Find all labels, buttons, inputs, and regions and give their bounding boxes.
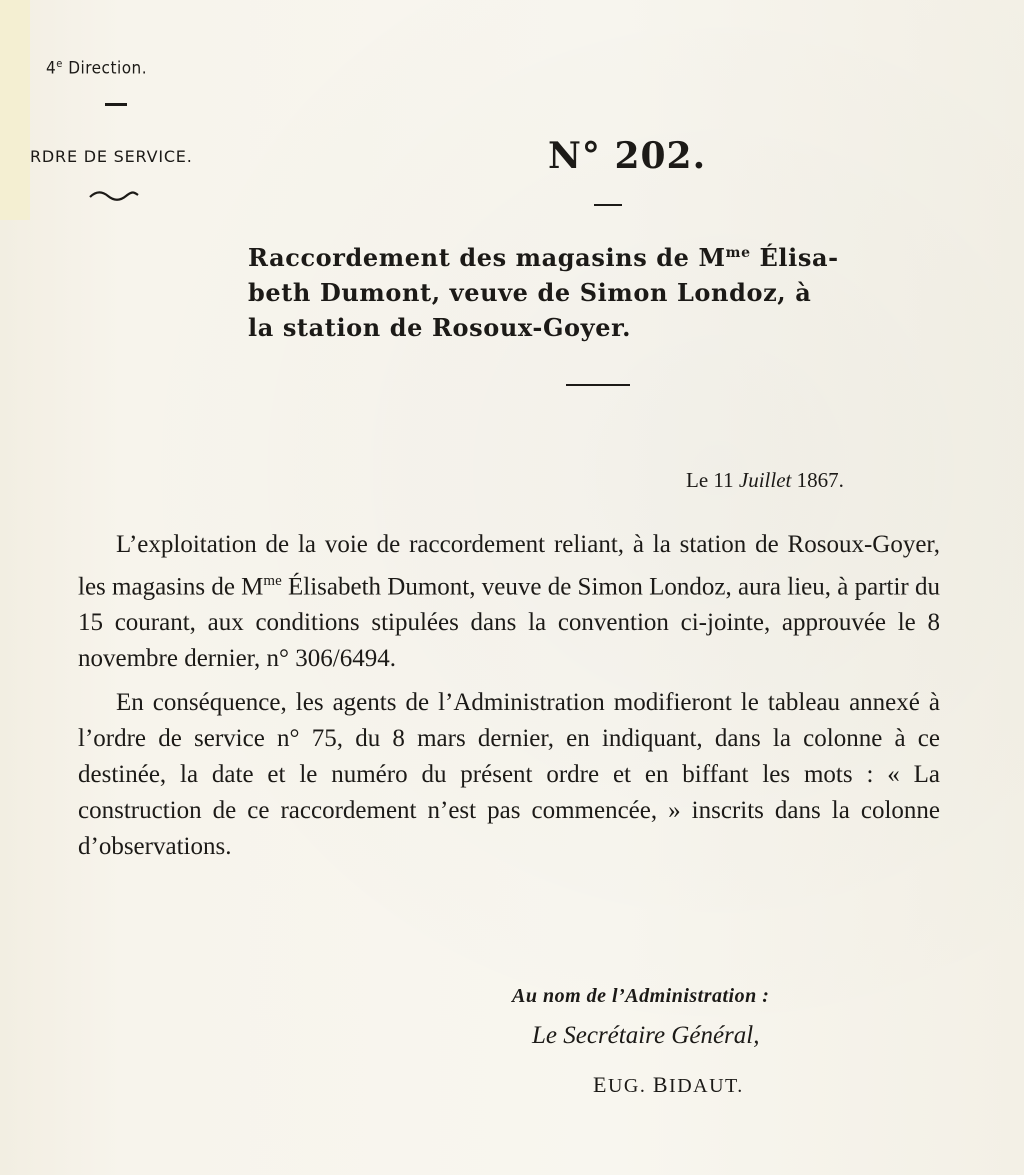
margin-ornament bbox=[88, 176, 140, 209]
sig-initial-2: B bbox=[652, 1072, 670, 1097]
margin-direction bbox=[46, 57, 147, 79]
date-month: Juillet bbox=[738, 468, 792, 492]
title-line-1-text: Raccordement des magasins de M bbox=[248, 243, 726, 272]
sig-part-4: IDAUT. bbox=[669, 1075, 744, 1097]
sig-part-2: UG. bbox=[607, 1075, 653, 1097]
number-rule bbox=[594, 204, 622, 206]
margin-ordre-de-service: RDRE DE SERVICE. bbox=[30, 147, 193, 166]
signature-name bbox=[593, 1072, 744, 1098]
order-body bbox=[78, 527, 940, 865]
date-year: 1867. bbox=[791, 468, 844, 492]
margin-dash bbox=[105, 103, 127, 106]
title-rule bbox=[566, 384, 630, 386]
date-prefix: Le 11 bbox=[686, 468, 739, 492]
page-edge-stain bbox=[0, 0, 30, 220]
signature-on-behalf: Au nom de l’Administration : bbox=[512, 985, 770, 1007]
direction-sup: e bbox=[56, 57, 63, 70]
tilde-ornament-icon bbox=[88, 188, 140, 202]
date-line bbox=[686, 468, 844, 493]
title-line-2: beth Dumont, veuve de Simon Londoz, à bbox=[248, 278, 812, 307]
title-sup: me bbox=[725, 245, 751, 261]
title-line-1 bbox=[248, 236, 968, 275]
paragraph-1-part-b: Élisabeth Dumont, veuve de Simon Londoz, aura lieu, à partir du 15 courant, aux conditions stipulées dans la convention ci-jointe, approuvée le 8 novembre dernier, n° 306/6494. bbox=[78, 573, 941, 673]
direction-number: 4 bbox=[46, 58, 57, 79]
paragraph-1 bbox=[78, 527, 940, 677]
title-line-1-end: Élisa- bbox=[750, 243, 839, 272]
direction-label: Direction. bbox=[68, 58, 148, 79]
paragraph-1-part-a: L’exploitation de la voie de raccordement reliant, à la station de Rosoux-Goyer, les magasins de M bbox=[78, 531, 940, 601]
paragraph-1-sup: me bbox=[263, 573, 282, 589]
paragraph-2: En conséquence, les agents de l’Administration modifieront le tableau annexé à l’ordre de service n° 75, du 8 mars dernier, en indiquant, dans la colonne à ce destinée, la date et le numéro du présent ordre et en biffant les mots : « La construction de ce raccordement n’est pas commencée, » inscrits dans la colonne d’observations. bbox=[78, 689, 940, 861]
signature-title: Le Secrétaire Général, bbox=[532, 1022, 760, 1049]
sig-initial-1: E bbox=[593, 1072, 608, 1097]
title-line-3: la station de Rosoux-Goyer. bbox=[248, 313, 632, 342]
order-number: N° 202. bbox=[548, 135, 707, 177]
order-title bbox=[248, 236, 968, 345]
